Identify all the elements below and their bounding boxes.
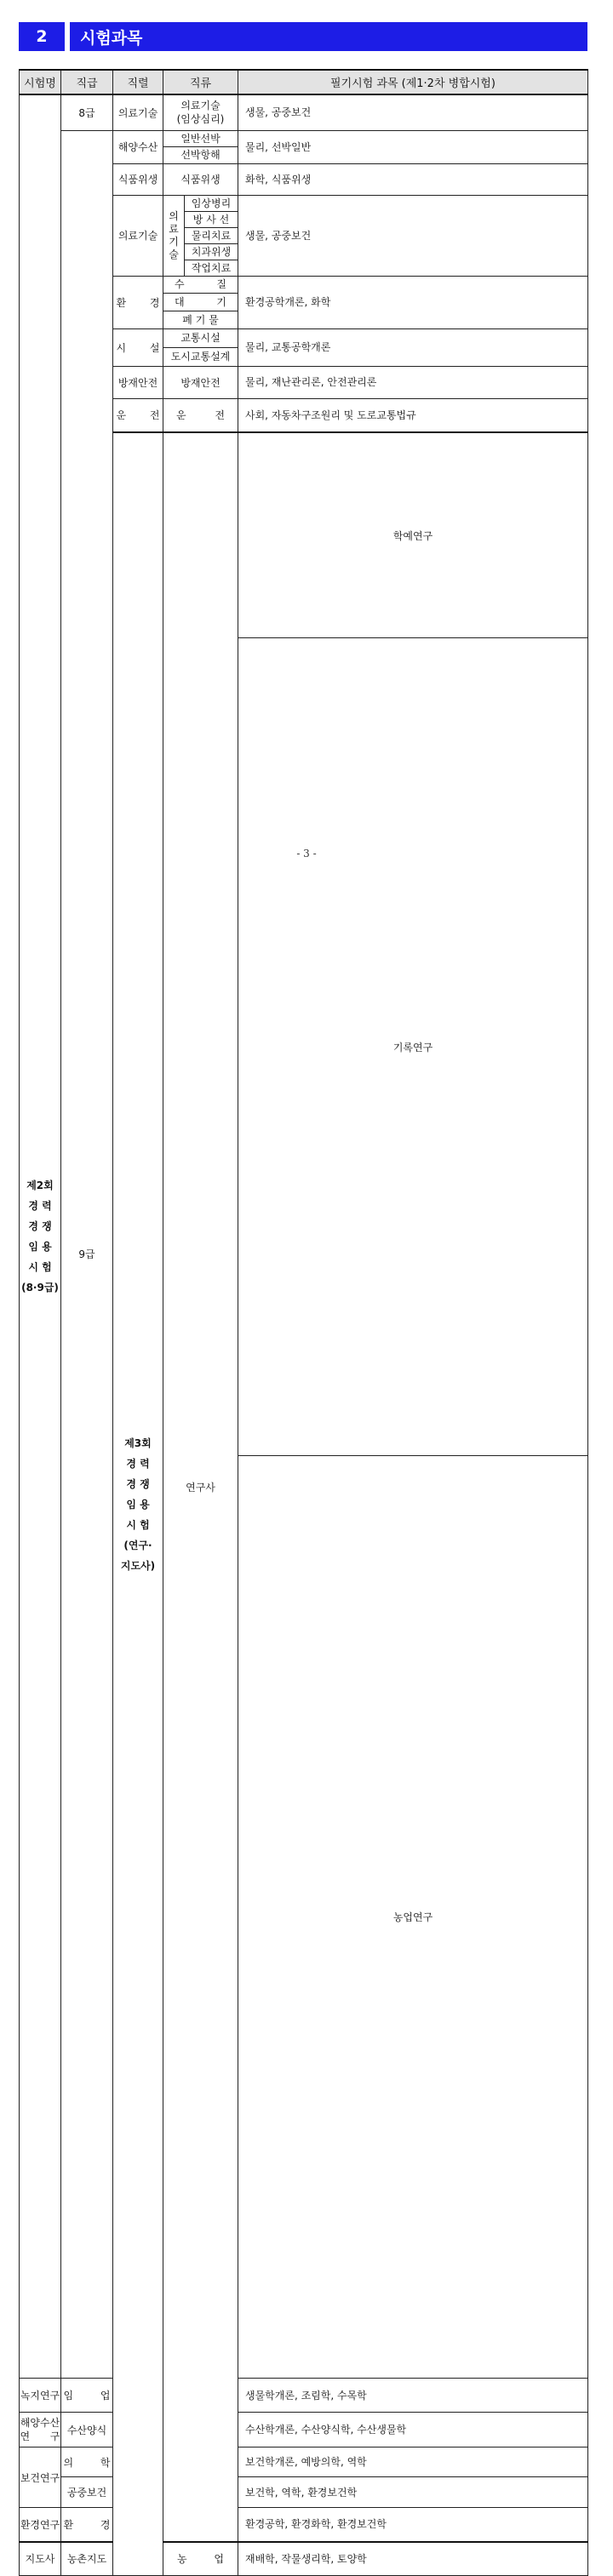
col-series: 직렬 xyxy=(113,70,163,94)
series-cell: 농촌지도 xyxy=(61,2542,113,2576)
section-number: 2 xyxy=(19,22,65,51)
subjects-cell: 물리, 재난관리론, 안전관리론 xyxy=(238,366,588,398)
category-cell: 수 질 대 기 폐 기 물 xyxy=(163,276,238,328)
table-row xyxy=(20,2447,588,2477)
col-category: 직류 xyxy=(163,70,238,94)
series-cell: 보건연구 xyxy=(20,2447,61,2508)
exam3-name: 제3회 경 력 경 쟁 임 용 시 험 (연구· 지도사) xyxy=(113,432,163,2576)
category-cell: 의료기술 (임상심리) xyxy=(163,94,238,130)
subjects-cell: 화학, 식품위생 xyxy=(238,163,588,195)
col-grade: 직급 xyxy=(61,70,113,94)
series-cell: 녹지연구 xyxy=(20,2379,61,2413)
section-title: 시험과목 xyxy=(70,22,587,51)
series-cell: 식품위생 xyxy=(113,163,163,195)
subjects-cell: 생물, 공중보건 xyxy=(238,94,588,130)
series-cell: 학예연구 xyxy=(238,432,588,638)
category-cell: 수산양식 xyxy=(61,2413,113,2447)
category-cell: 의 료 기 술 임상병리 방 사 선 물리치료 치과위생 작업치료 xyxy=(163,195,238,276)
series-cell: 기록연구 xyxy=(238,638,588,1456)
col-subjects: 필기시험 과목 (제1·2차 병합시험) xyxy=(238,70,588,94)
subjects-cell: 사회, 자동차구조원리 및 도로교통법규 xyxy=(238,398,588,432)
exam2-name: 제2회 경 력 경 쟁 임 용 시 험 (8·9급) xyxy=(20,94,61,2379)
category-cell: 임 업 xyxy=(61,2379,113,2413)
table-row xyxy=(20,2477,588,2508)
subjects-cell: 환경공학, 환경화학, 환경보건학 xyxy=(238,2508,588,2542)
subjects-cell: 물리, 교통공학개론 xyxy=(238,328,588,366)
grade-researcher: 연구사 xyxy=(163,432,238,2542)
series-cell: 운 전 xyxy=(113,398,163,432)
category-cell: 의 학 xyxy=(61,2447,113,2477)
page-number: - 3 - xyxy=(296,848,317,860)
table-row xyxy=(20,94,588,130)
grade-9: 9급 xyxy=(61,130,113,2379)
series-cell: 환 경 xyxy=(113,276,163,328)
series-cell: 의료기술 xyxy=(113,195,163,276)
series-cell: 방재안전 xyxy=(113,366,163,398)
grade-advisor: 지도사 xyxy=(20,2542,61,2576)
col-exam-name: 시험명 xyxy=(20,70,61,94)
category-cell: 운 전 xyxy=(163,398,238,432)
section-header xyxy=(19,22,587,51)
subjects-cell: 보건학개론, 예방의학, 역학 xyxy=(238,2447,588,2477)
category-cell: 공중보건 xyxy=(61,2477,113,2508)
series-cell: 해양수산 연 구 xyxy=(20,2413,61,2447)
series-cell: 환경연구 xyxy=(20,2508,61,2542)
subjects-cell: 물리, 선박일반 xyxy=(238,130,588,163)
series-cell: 농업연구 xyxy=(238,1456,588,2379)
exam-subjects-table xyxy=(19,69,588,2576)
subjects-cell: 생물, 공중보건 xyxy=(238,195,588,276)
table-row xyxy=(20,2508,588,2542)
series-cell: 시 설 xyxy=(113,328,163,366)
subjects-cell: 보건학, 역학, 환경보건학 xyxy=(238,2477,588,2508)
table-row xyxy=(20,130,588,163)
category-cell: 환 경 xyxy=(61,2508,113,2542)
table-row xyxy=(20,2413,588,2447)
series-cell: 의료기술 xyxy=(113,94,163,130)
series-cell: 해양수산 xyxy=(113,130,163,163)
subjects-cell: 재배학, 작물생리학, 토양학 xyxy=(238,2542,588,2576)
table-row xyxy=(20,2379,588,2413)
category-cell: 농 업 xyxy=(163,2542,238,2576)
grade-8: 8급 xyxy=(61,94,113,130)
category-cell: 식품위생 xyxy=(163,163,238,195)
subjects-cell: 생물학개론, 조림학, 수목학 xyxy=(238,2379,588,2413)
table-row xyxy=(20,2542,588,2576)
category-cell: 일반선박 선박항해 xyxy=(163,130,238,163)
subjects-cell: 환경공학개론, 화학 xyxy=(238,276,588,328)
subjects-cell: 수산학개론, 수산양식학, 수산생물학 xyxy=(238,2413,588,2447)
category-cell: 교통시설 도시교통설계 xyxy=(163,328,238,366)
category-cell: 방재안전 xyxy=(163,366,238,398)
